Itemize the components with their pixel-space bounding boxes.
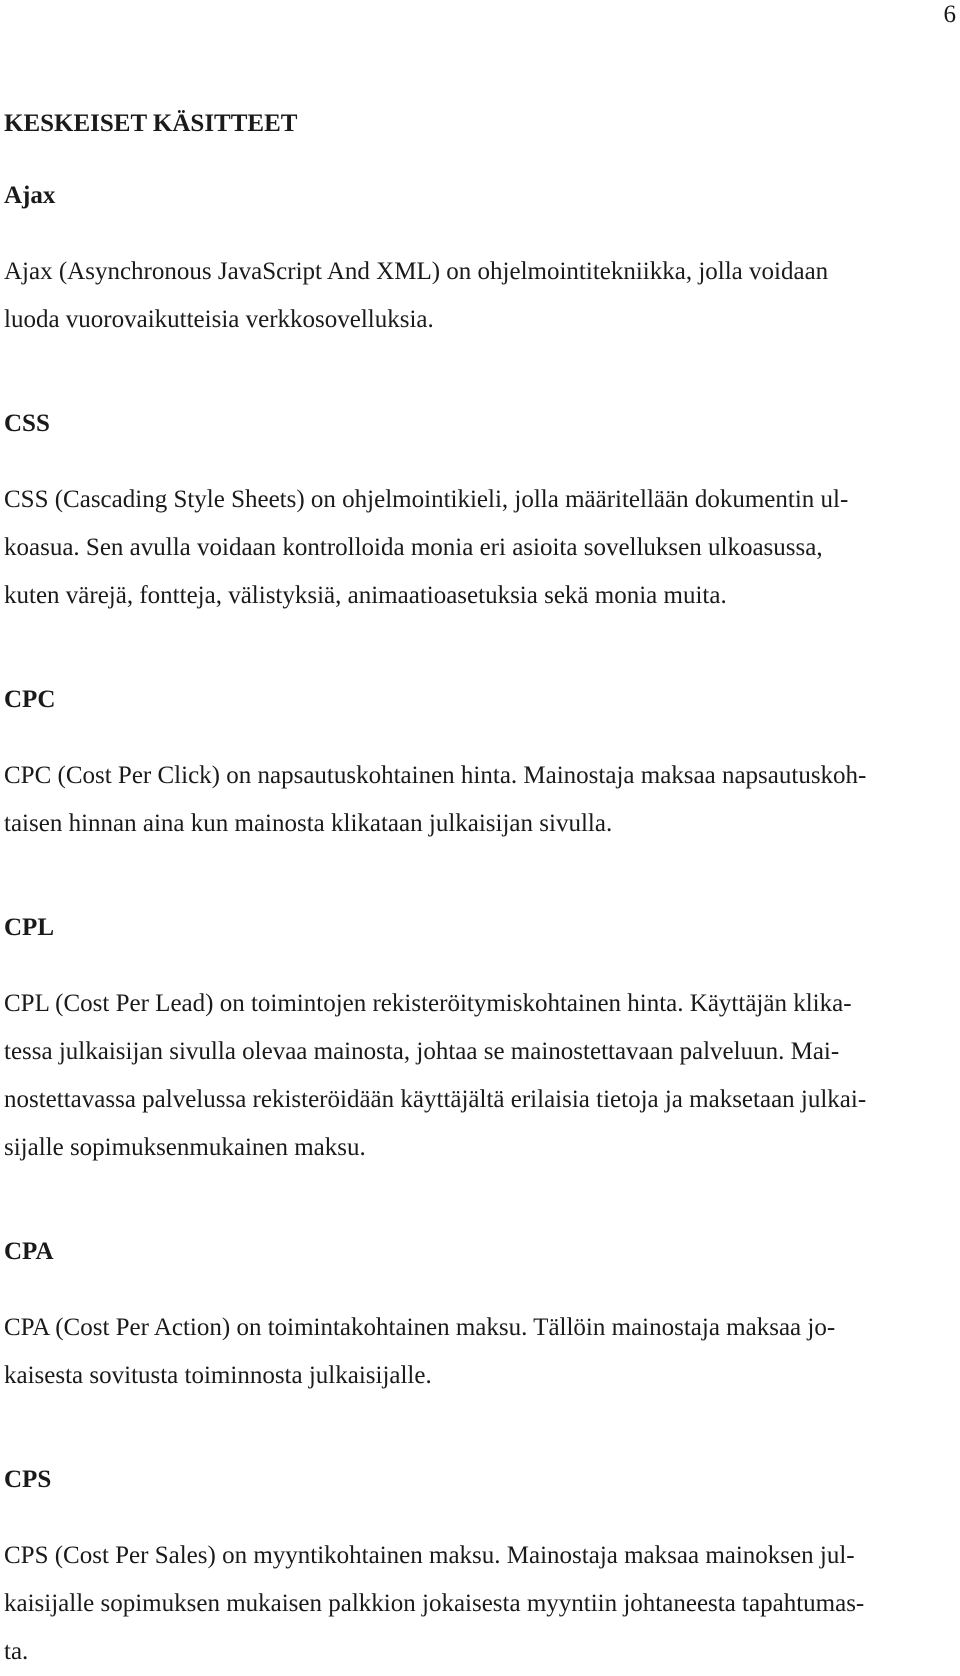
text-line: koasua. Sen avulla voidaan kontrolloida monia eri asioita sovelluksen ulkoasussa, [4, 534, 823, 561]
entry-cpa [4, 1232, 954, 1400]
page-number: 6 [943, 1, 956, 28]
entry-ajax [4, 176, 954, 344]
text-line: kaisesta sovitusta toiminnosta julkaisijalle. [4, 1362, 432, 1389]
document-body [4, 104, 954, 1676]
text-line: CPC (Cost Per Click) on napsautuskohtainen hinta. Mainostaja maksaa napsautuskoh- [4, 762, 867, 789]
definition-text [4, 980, 954, 1172]
text-line: CSS (Cascading Style Sheets) on ohjelmointikieli, jolla määritellään dokumentin ul- [4, 486, 849, 513]
text-line: taisen hinnan aina kun mainosta klikataan julkaisijan sivulla. [4, 810, 613, 837]
text-line: kaisijalle sopimuksen mukaisen palkkion jokaisesta myyntiin johtaneesta tapahtumas- [4, 1590, 865, 1617]
term-heading: CPL [4, 914, 54, 941]
term-heading: CSS [4, 410, 50, 437]
text-line: tessa julkaisijan sivulla olevaa mainosta, johtaa se mainostettavaan palveluun. Mai- [4, 1038, 840, 1065]
entry-cps [4, 1460, 954, 1676]
definition-text [4, 1532, 954, 1676]
text-line: CPS (Cost Per Sales) on myyntikohtainen maksu. Mainostaja maksaa mainoksen jul- [4, 1542, 855, 1569]
definition-text [4, 752, 954, 848]
definition-text [4, 1304, 954, 1400]
text-line: ta. [4, 1638, 29, 1665]
text-line: Ajax (Asynchronous JavaScript And XML) on ohjelmointitekniikka, jolla voidaan [4, 258, 829, 285]
entry-cpc [4, 680, 954, 848]
text-line: CPL (Cost Per Lead) on toimintojen rekisteröitymiskohtainen hinta. Käyttäjän klika- [4, 990, 852, 1017]
entry-cpl [4, 908, 954, 1172]
text-line: sijalle sopimuksenmukainen maksu. [4, 1134, 366, 1161]
text-line: luoda vuorovaikutteisia verkkosovelluksia. [4, 306, 434, 333]
term-heading: CPS [4, 1466, 52, 1493]
text-line: kuten värejä, fontteja, välistyksiä, animaatioasetuksia sekä monia muita. [4, 582, 727, 609]
definition-text [4, 476, 954, 620]
term-heading: CPA [4, 1238, 54, 1265]
section-title: KESKEISET KÄSITTEET [4, 110, 298, 137]
text-line: CPA (Cost Per Action) on toimintakohtainen maksu. Tällöin mainostaja maksaa jo- [4, 1314, 836, 1341]
entry-css [4, 404, 954, 620]
term-heading: Ajax [4, 182, 56, 209]
text-line: nostettavassa palvelussa rekisteröidään käyttäjältä erilaisia tietoja ja maksetaan julkai- [4, 1086, 867, 1113]
term-heading: CPC [4, 686, 56, 713]
definition-text [4, 248, 954, 344]
